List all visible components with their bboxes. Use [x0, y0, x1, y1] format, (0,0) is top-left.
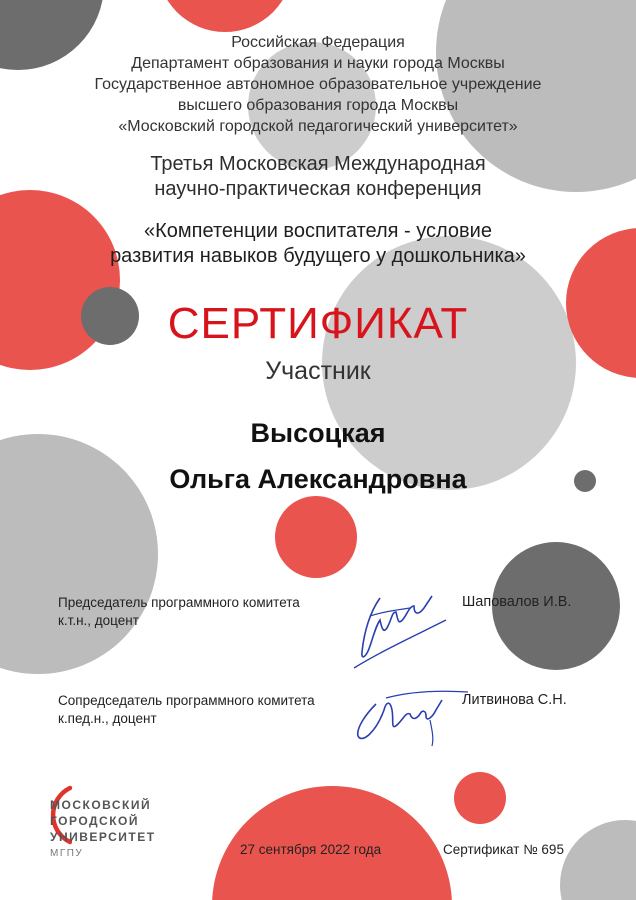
- conference-topic-line1: «Компетенции воспитателя - условие: [144, 220, 492, 242]
- certificate-date: 27 сентября 2022 года: [240, 842, 382, 857]
- conference-topic-line2: развития навыков будущего у дошкольника»: [110, 245, 526, 267]
- certificate-number: Сертификат № 695: [443, 842, 564, 857]
- signatory-1-position: Председатель программного комитета: [58, 595, 300, 610]
- recipient-given-names: Ольга Александровна: [169, 464, 467, 494]
- signatory-1-name: Шаповалов И.В.: [462, 594, 572, 610]
- issuer-line-country: Российская Федерация: [231, 34, 405, 51]
- recipient-surname: Высоцкая: [250, 418, 386, 448]
- bg-circle-gray-bottom-right: [560, 820, 636, 900]
- issuer-line-department: Департамент образования и науки города Москвы: [131, 55, 505, 72]
- signatory-2-position: Сопредседатель программного комитета: [58, 693, 315, 708]
- signatory-1-degree: к.т.н., доцент: [58, 613, 139, 628]
- signatory-2-degree: к.пед.н., доцент: [58, 711, 157, 726]
- signature-1-image: [340, 582, 456, 676]
- issuer-line-institution-type: Государственное автономное образовательное учреждение: [94, 76, 542, 93]
- bg-circle-red-top: [157, 0, 293, 32]
- issuer-line-university: «Московский городской педагогический университет»: [118, 118, 518, 135]
- issuer-line-education-level: высшего образования города Москвы: [177, 97, 459, 114]
- signatory-2-name: Литвинова С.Н.: [462, 692, 567, 708]
- conference-title-line1: Третья Московская Международная: [150, 153, 486, 175]
- bg-circle-red-center: [275, 496, 357, 578]
- certificate-title: СЕРТИФИКАТ: [167, 299, 469, 348]
- university-logo: [36, 784, 176, 879]
- logo-text-line3: УНИВЕРСИТЕТ: [50, 830, 156, 844]
- logo-text-line1: МОСКОВСКИЙ: [50, 798, 152, 812]
- conference-title-line2: научно-практическая конференция: [154, 178, 482, 200]
- logo-abbreviation: МГПУ: [50, 848, 84, 859]
- signature-2-image: [346, 680, 472, 750]
- bg-circle-red-bottom-right: [454, 772, 506, 824]
- participant-role: Участник: [265, 357, 371, 385]
- logo-text-line2: ГОРОДСКОЙ: [50, 814, 139, 828]
